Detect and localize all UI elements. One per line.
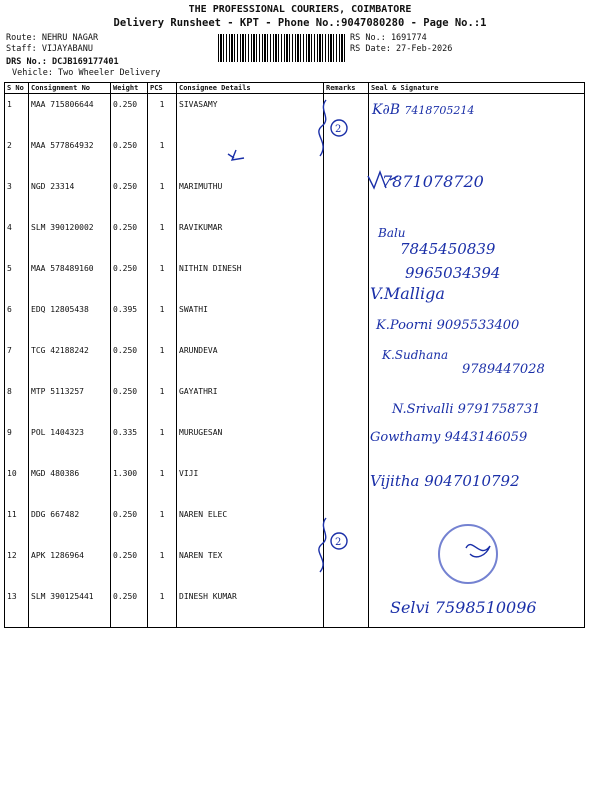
weight-cell: 1.300 [111,463,148,504]
pcs-cell: 1 [148,504,177,545]
consignment-cell: MAA 578489160 [29,258,111,299]
handwritten-sig-6: K.Poorni 9095533400 [376,318,520,333]
sno-cell: 5 [5,258,29,299]
sno-cell: 11 [5,504,29,545]
runsheet-subtitle: Delivery Runsheet - KPT - Phone No.:9047080280 - Page No.:1 [113,17,487,29]
consignment-cell: MGD 480386 [29,463,111,504]
consignment-cell: SLM 390120002 [29,217,111,258]
pcs-cell: 1 [148,381,177,422]
handwritten-phone-5: 9965034394 [405,264,501,282]
consignment-cell: DDG 667482 [29,504,111,545]
consignee-cell: SWATHI [177,299,324,340]
col-weight: Weight [111,83,148,94]
handwritten-sig-10: Vijitha 9047010792 [370,472,520,490]
consignee-cell: VIJI [177,463,324,504]
col-pcs: PCS [148,83,177,94]
route-label: Route: NEHRU NAGAR [6,33,99,43]
consignee-cell: NAREN ELEC [177,504,324,545]
consignee-cell: RAVIKUMAR [177,217,324,258]
consignee-cell: MARIMUTHU [177,176,324,217]
weight-cell: 0.250 [111,217,148,258]
consignee-cell: NAREN TEX [177,545,324,586]
pcs-cell: 1 [148,135,177,176]
sno-cell: 13 [5,586,29,628]
consignee-cell: MURUGESAN [177,422,324,463]
pcs-cell: 1 [148,422,177,463]
handwritten-name-5: V.Malliga [370,284,445,303]
weight-cell: 0.250 [111,586,148,628]
consignee-cell: GAYATHRI [177,381,324,422]
company-title: THE PROFESSIONAL COURIERS, COIMBATORE [188,4,412,15]
drs-number: DRS No.: DCJB169177401 [6,57,119,67]
sno-cell: 10 [5,463,29,504]
consignee-cell: DINESH KUMAR [177,586,324,628]
weight-cell: 0.250 [111,176,148,217]
consignment-cell: TCG 42188242 [29,340,111,381]
seal-scribble [466,545,490,557]
handwritten-phone-4: 7845450839 [400,240,496,258]
sno-cell: 2 [5,135,29,176]
sno-cell: 4 [5,217,29,258]
consignment-cell: SLM 390125441 [29,586,111,628]
pcs-cell: 1 [148,545,177,586]
pcs-cell: 1 [148,217,177,258]
rs-number: RS No.: 1691774 [350,33,427,43]
weight-cell: 0.250 [111,381,148,422]
col-consignee: Consignee Details [177,83,324,94]
consignee-cell: SIVASAMY [177,94,324,136]
weight-cell: 0.250 [111,94,148,136]
sno-cell: 9 [5,422,29,463]
col-consignment: Consignment No [29,83,111,94]
handwritten-sig-1: K∂B 7418705214 [372,102,475,118]
weight-cell: 0.250 [111,504,148,545]
consignment-cell: NGD 23314 [29,176,111,217]
col-seal-signature: Seal & Signature [369,83,585,94]
weight-cell: 0.395 [111,299,148,340]
remark-bracket-11 [319,518,326,572]
pcs-cell: 1 [148,258,177,299]
handwritten-sig-3: 7871078720 [382,172,484,191]
consignee-cell: ARUNDEVA [177,340,324,381]
handwritten-sig-8: N.Srivalli 9791758731 [392,402,541,417]
remark-circle-1-digit: 2 [335,124,342,135]
weight-cell: 0.250 [111,258,148,299]
consignment-cell: MAA 577864932 [29,135,111,176]
consignment-cell: POL 1404323 [29,422,111,463]
sno-cell: 7 [5,340,29,381]
pcs-cell: 1 [148,340,177,381]
pcs-cell: 1 [148,176,177,217]
handwritten-sig-9: Gowthamy 9443146059 [370,430,528,445]
consignment-cell: MTP 5113257 [29,381,111,422]
weight-cell: 0.250 [111,135,148,176]
handwritten-name-4: Balu [378,226,406,240]
col-sno: S No [5,83,29,94]
weight-cell: 0.250 [111,340,148,381]
handwritten-sig-13: Selvi 7598510096 [390,598,537,617]
pcs-cell: 1 [148,463,177,504]
sno-cell: 6 [5,299,29,340]
row2-scribble [228,150,244,160]
pcs-cell: 1 [148,586,177,628]
pcs-cell: 1 [148,94,177,136]
consignment-cell: MAA 715806644 [29,94,111,136]
rs-date: RS Date: 27-Feb-2026 [350,44,453,54]
handwritten-phone-7: 9789447028 [462,362,545,377]
remark-bracket-1 [319,100,326,156]
sno-cell: 3 [5,176,29,217]
handwritten-name-7: K.Sudhana [382,348,449,362]
weight-cell: 0.250 [111,545,148,586]
consignee-cell: NITHIN DINESH [177,258,324,299]
sno-cell: 8 [5,381,29,422]
sno-cell: 12 [5,545,29,586]
consignment-cell: EDQ 12805438 [29,299,111,340]
sno-cell: 1 [5,94,29,136]
col-remarks: Remarks [324,83,369,94]
consignment-cell: APK 1286964 [29,545,111,586]
staff-label: Staff: VIJAYABANU [6,44,93,54]
vehicle-label: Vehicle: Two Wheeler Delivery [12,68,161,78]
pcs-cell: 1 [148,299,177,340]
row3-scribble [368,172,398,188]
weight-cell: 0.335 [111,422,148,463]
remark-circle-11-digit: 2 [335,537,342,548]
